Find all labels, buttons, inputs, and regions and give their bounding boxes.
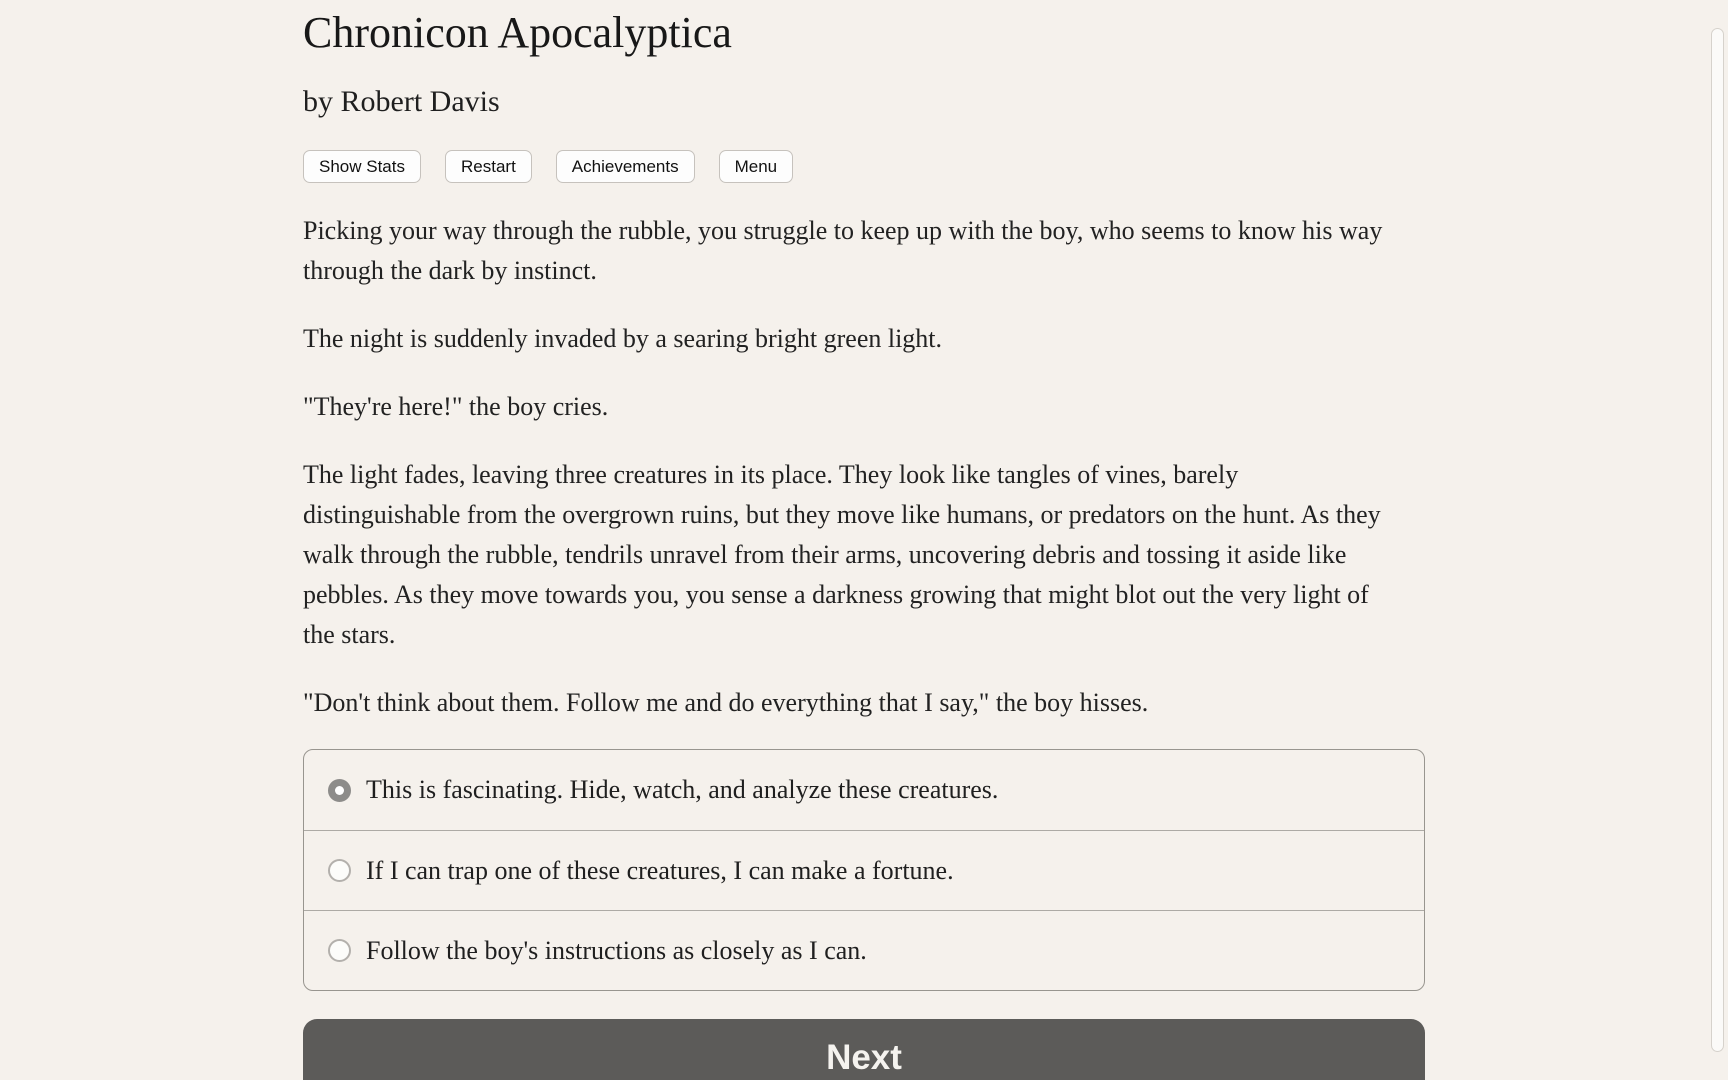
radio-selected-icon[interactable] [328,779,351,802]
choice-option-label: Follow the boy's instructions as closely as I can. [366,935,867,965]
menu-button[interactable]: Menu [719,150,794,183]
story-paragraph: The night is suddenly invaded by a searing bright green light. [303,324,943,353]
choice-option-label: If I can trap one of these creatures, I can make a fortune. [366,855,954,885]
restart-button[interactable]: Restart [445,150,532,183]
story-text [303,211,1425,723]
choice-option-label: This is fascinating. Hide, watch, and analyze these creatures. [366,775,999,804]
story-paragraph: The light fades, leaving three creatures in its place. They look like tangles of vines, barely distinguishable from the overgrown ruins, but they move like humans, or predators on the hunt. As they walk through the rubble, tendrils unravel from their arms, uncovering debris and tossing it aside like pebbles. As they move towards you, you sense a darkness growing that might blot out the very light of the stars. [303,460,1381,649]
next-button[interactable]: Next [303,1019,1425,1080]
choice-option-2[interactable] [304,830,1424,910]
radio-unselected-icon[interactable] [328,859,351,882]
story-page [303,8,1425,1080]
byline: by Robert Davis [303,85,500,118]
choice-option-1[interactable] [304,750,1424,830]
achievements-button[interactable]: Achievements [556,150,695,183]
story-paragraph: "They're here!" the boy cries. [303,392,609,421]
story-paragraph: Picking your way through the rubble, you struggle to keep up with the boy, who seems to know his way through the dark by instinct. [303,216,1383,285]
show-stats-button[interactable]: Show Stats [303,150,421,183]
radio-unselected-icon[interactable] [328,939,351,962]
choice-option-3[interactable] [304,910,1424,990]
scrollbar-thumb[interactable] [1711,28,1724,1052]
toolbar [303,150,1425,183]
story-paragraph: "Don't think about them. Follow me and do everything that I say," the boy hisses. [303,688,1149,717]
page-title: Chronicon Apocalyptica [303,8,732,57]
choice-group [303,749,1425,991]
